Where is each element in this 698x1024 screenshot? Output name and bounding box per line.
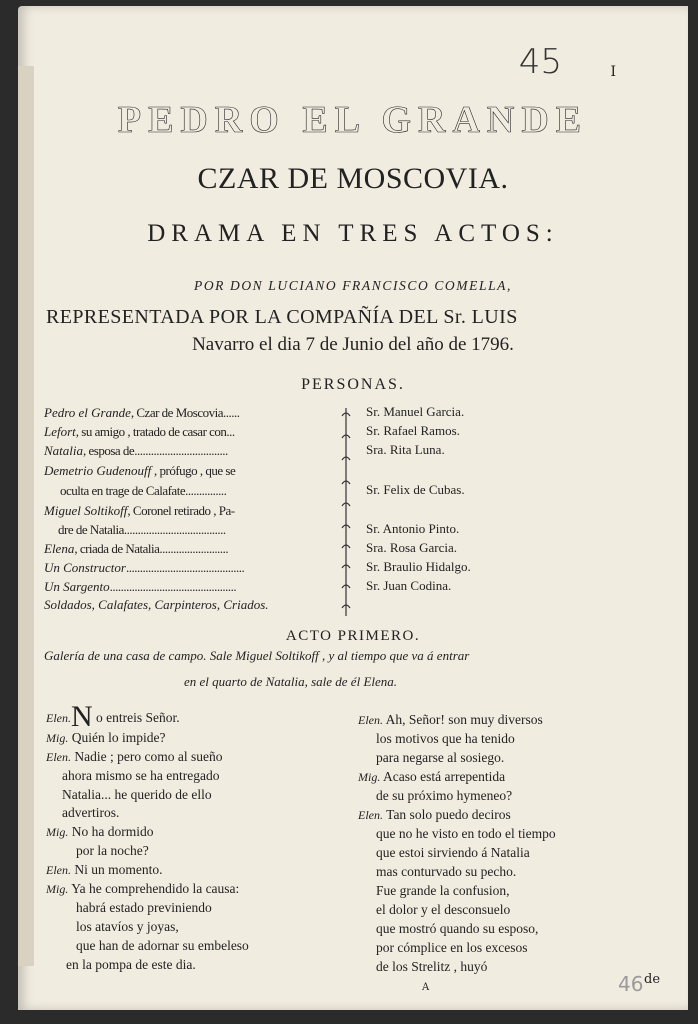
dialogue-line [376,883,509,899]
speaker: Elen. [46,863,71,877]
cast-role [44,442,228,460]
line-text: los atavíos y joyas, [76,919,179,934]
dialogue-line [76,900,212,916]
cast-role [60,482,226,500]
dialogue-line [62,805,119,821]
line-text: de su próximo hymeneo? [376,788,513,803]
line-text: de los Strelitz , huyó [376,959,488,974]
actor-name: Sra. Rosa Garcia. [366,540,457,555]
line-text: No ha dormido [71,824,154,839]
dialogue-line [358,712,543,728]
role-desc: , esposa de.................................. [83,443,228,458]
role-name: Un Constructor [44,560,126,575]
line-text: en la pompa de este dia. [66,957,196,972]
role-desc: oculta en trage de Calafate............... [60,483,227,498]
dialogue-line [62,768,219,784]
speaker: Elen. [46,750,71,764]
actor-name: Sr. Juan Codina. [366,578,452,593]
dialogue-line [376,750,504,766]
line-text: que estoi sirviendo á Natalia [376,845,530,860]
cast-role [58,521,226,539]
dialogue-line [376,921,538,937]
dialogue-line [376,959,487,975]
scene-line-2: en el quarto de Natalia, sale de él Elena. [184,674,398,689]
speaker: Mig. [46,825,69,839]
dialogue-line [46,730,165,746]
dialogue-line [46,700,180,734]
printed-page-number: I [610,64,616,80]
actor-name: Sr. Felix de Cubas. [366,482,465,497]
role-desc: , su amigo , tratado de casar con... [75,424,235,439]
performance-line-1: REPRESENTADA POR LA COMPAÑÍA DEL Sr. LUIS [46,306,518,328]
dialogue-line [358,807,511,823]
handwritten-footer-number: 46 [618,972,644,996]
handwritten-page-number: 45 [518,42,562,82]
dialogue-line [46,862,163,878]
line-text: habrá estado previniendo [76,900,212,915]
role-desc: , criada de Natalia......................... [74,541,229,556]
book-page [18,6,688,1010]
ornamental-brace-icon [340,408,352,616]
role-desc: , Czar de Moscovia...... [130,405,240,420]
play-genre: DRAMA EN TRES ACTOS: [147,220,559,247]
role-desc: , Coronel retirado , Pa- [127,503,235,518]
dialogue-line [376,940,527,956]
line-text: Fue grande la confusion, [376,883,510,898]
dialogue-line [46,749,222,765]
dialogue-line [46,824,153,840]
cast-role [44,540,228,558]
line-text: por la noche? [76,843,149,858]
speaker: Elen. [358,713,383,727]
line-text: advertiros. [62,805,120,820]
role-name: Lefort [44,424,76,439]
line-text: mas conturvado su pecho. [376,864,517,879]
cast-role [44,578,236,596]
line-text: Nadie ; pero como al sueño [74,749,223,764]
role-name: Demetrio Gudenouff [44,463,152,478]
dialogue-line [376,731,515,747]
cast-role [44,596,269,614]
role-desc: dre de Natalia..................................... [58,522,226,537]
line-text: que no he visto en todo el tiempo [376,826,556,841]
cast-role [44,423,235,441]
dialogue-line [76,938,249,954]
actor-name: Sr. Rafael Ramos. [366,423,460,438]
line-text: Quién lo impide? [71,730,166,745]
line-text: Natalia... he querido de ello [62,787,212,802]
cast-heading: PERSONAS. [301,376,405,393]
line-text: los motivos que ha tenido [376,731,515,746]
line-text: Tan solo puedo deciros [386,807,511,822]
line-text: el dolor y el desconsuelo [376,902,511,917]
dialogue-line [76,843,149,859]
line-text: por cómplice en los excesos [376,940,528,955]
line-text: o entreis Señor. [96,710,180,725]
dialogue-line [62,787,212,803]
line-text: que mostró quando su esposo, [376,921,539,936]
cast-role [44,502,235,520]
role-desc: , prófugo , que se [151,463,236,478]
signature-mark: A [422,982,430,993]
speaker: Mig. [46,882,69,896]
scene-line-1: Galería de una casa de campo. Sale Miguel Soltikoff , y al tiempo que va á entrar [44,648,470,663]
dialogue-line [66,957,196,973]
line-text: ahora mismo se ha entregado [62,768,220,783]
role-name: Pedro el Grande [44,405,131,420]
role-name: Miguel Soltikoff [44,503,128,518]
role-name: Soldados, Calafates, Carpinteros, Criados. [44,597,269,612]
line-text: que han de adornar su embeleso [76,938,249,953]
speaker: Elen. [358,808,383,822]
dialogue-line [376,826,556,842]
line-text: Ah, Señor! son muy diversos [385,712,543,727]
role-name: Un Sargento [44,579,110,594]
speaker: Mig. [46,731,69,745]
actor-name: Sr. Manuel Garcia. [366,404,465,419]
play-subtitle: CZAR DE MOSCOVIA. [197,162,509,195]
drop-cap: N [71,700,93,733]
author-line: POR DON LUCIANO FRANCISCO COMELLA, [193,278,513,293]
cast-role [44,404,239,422]
line-text: Acaso está arrepentida [382,769,506,784]
act-heading: ACTO PRIMERO. [285,628,421,644]
line-text: para negarse al sosiego. [376,750,505,765]
line-text: Ni un momento. [74,862,163,877]
dialogue-line [376,845,530,861]
actor-name: Sra. Rita Luna. [366,442,445,457]
cast-role [44,462,235,480]
role-name: Elena [44,541,75,556]
dialogue-line [46,881,239,897]
cast-role [44,559,244,577]
dialogue-line [376,902,510,918]
dialogue-line [358,769,505,785]
speaker: Elen. [46,711,71,725]
performance-line-2: Navarro el dia 7 de Junio del año de 1796. [192,334,514,355]
line-text: Ya he comprehendido la causa: [71,881,240,896]
dialogue-line [76,919,179,935]
role-desc: .............................................. [109,579,237,594]
actor-name: Sr. Braulio Hidalgo. [366,559,471,574]
speaker: Mig. [358,770,381,784]
actor-name: Sr. Antonio Pinto. [366,521,460,536]
catchword: de [644,972,661,987]
dialogue-line [376,788,512,804]
role-name: Natalia [44,443,84,458]
role-desc: ........................................... [125,560,245,575]
dialogue-line [376,864,516,880]
previous-page-edge [18,66,34,966]
play-title: PEDRO EL GRANDE [117,99,589,141]
